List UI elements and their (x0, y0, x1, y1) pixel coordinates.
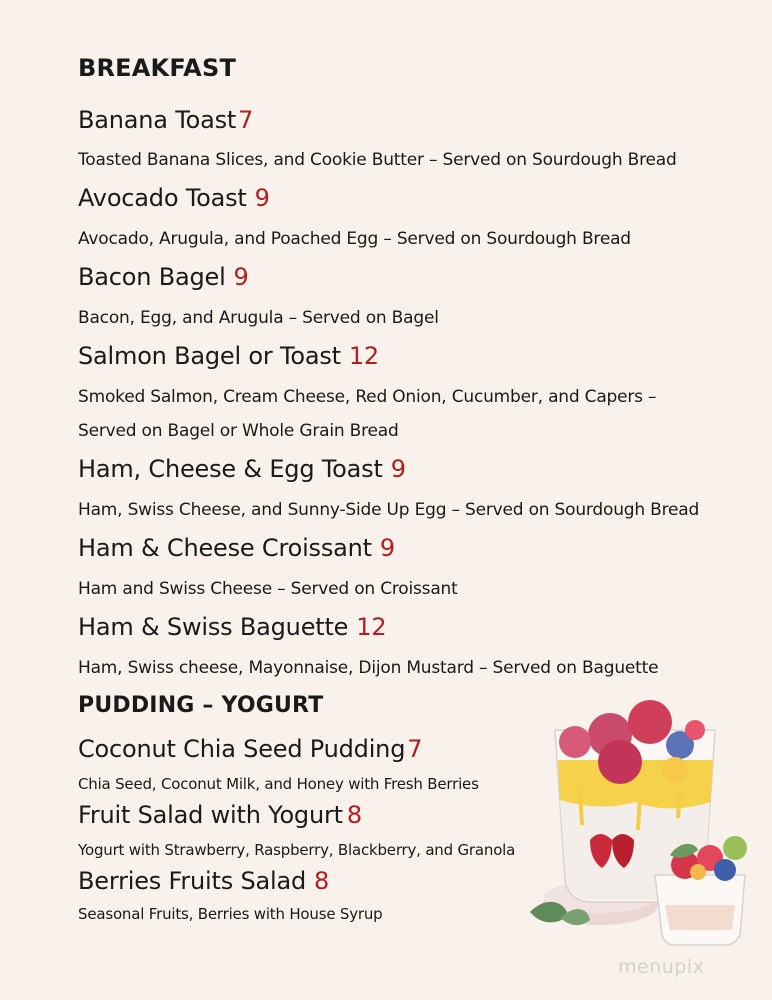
menu-item-description: Smoked Salmon, Cream Cheese, Red Onion, Cucumber, and Capers – (78, 387, 657, 407)
price: 9 (390, 455, 406, 483)
price: 7 (407, 735, 423, 763)
price: 8 (346, 801, 362, 829)
menu-item-description: Seasonal Fruits, Berries with House Syrup (78, 905, 383, 923)
price: 7 (238, 106, 254, 134)
price: 8 (314, 867, 330, 895)
price: 12 (356, 613, 387, 641)
menu-item-description: Ham, Swiss Cheese, and Sunny-Side Up Egg – Served on Sourdough Bread (78, 500, 700, 520)
menu-item-description: Toasted Banana Slices, and Cookie Butter – Served on Sourdough Bread (78, 150, 677, 170)
menu-item-name: Berries Fruits Salad 8 (78, 867, 330, 895)
price: 12 (348, 342, 379, 370)
menu-item-description: Chia Seed, Coconut Milk, and Honey with Fresh Berries (78, 775, 479, 793)
menu-item-name: Ham & Cheese Croissant 9 (78, 534, 395, 562)
menu-item-name: Bacon Bagel 9 (78, 263, 249, 291)
menu-item-description: Ham and Swiss Cheese – Served on Croissant (78, 579, 458, 599)
menu-item-name: Coconut Chia Seed Pudding7 (78, 735, 423, 763)
menu-item-description: Bacon, Egg, and Arugula – Served on Bagel (78, 308, 439, 328)
menu-item-name: Avocado Toast 9 (78, 184, 270, 212)
section-title-breakfast: BREAKFAST (78, 54, 237, 82)
menu-item-name: Banana Toast7 (78, 106, 254, 134)
price: 9 (233, 263, 249, 291)
section-title-pudding-yogurt: PUDDING – YOGURT (78, 693, 324, 718)
menu-item-name: Salmon Bagel or Toast 12 (78, 342, 379, 370)
watermark: menupix (618, 956, 705, 978)
menu-item-name: Ham & Swiss Baguette 12 (78, 613, 387, 641)
price: 9 (379, 534, 395, 562)
menu-item-name: Ham, Cheese & Egg Toast 9 (78, 455, 406, 483)
menu-item-description: Avocado, Arugula, and Poached Egg – Served on Sourdough Bread (78, 229, 631, 249)
menu-item-description: Ham, Swiss cheese, Mayonnaise, Dijon Mustard – Served on Baguette (78, 658, 659, 678)
menu-item-name: Fruit Salad with Yogurt 8 (78, 801, 362, 829)
menu-item-description: Yogurt with Strawberry, Raspberry, Blackberry, and Granola (78, 841, 516, 859)
menu-item-description: Served on Bagel or Whole Grain Bread (78, 421, 399, 441)
parfait-illustration (520, 690, 770, 950)
price: 9 (254, 184, 270, 212)
